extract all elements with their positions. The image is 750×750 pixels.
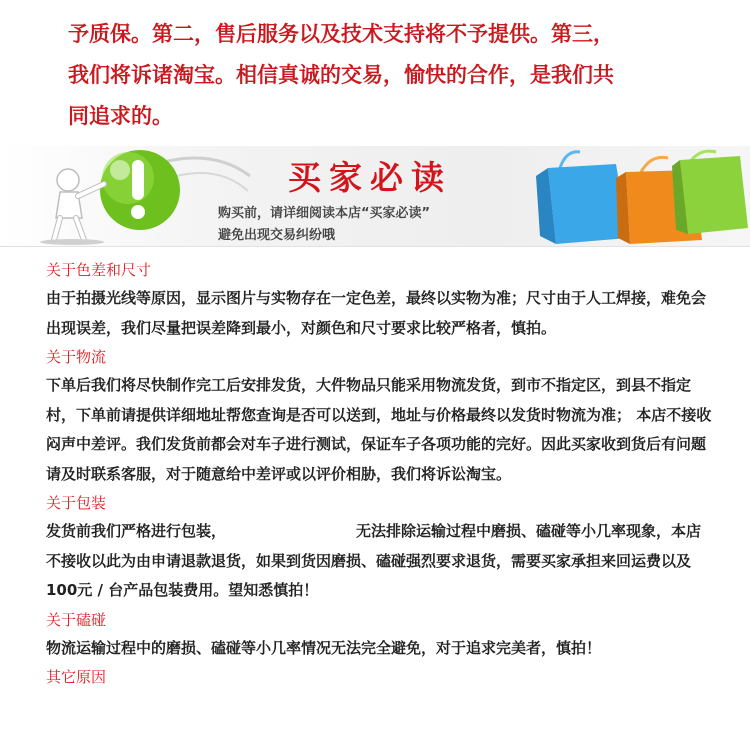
packaging-text-b: 无法排除运输过程中磨损、磕碰等小几率现象，本店不接收以此为由申请退款退货，如果到货因磨损、磕碰强烈要求退货，需要买家承担来回运费以及100元 / 台产品包装费用。望知悉慎拍！ (46, 522, 702, 599)
section-title-other: 其它原因 (46, 668, 107, 686)
packaging-text-a: 发货前我们严格进行包装， (46, 522, 227, 540)
intro-text (68, 14, 708, 137)
banner-subtitle-1: 购买前，请详细阅读本店“买家必读” (218, 206, 431, 221)
section-title-logistics: 关于物流 (46, 348, 107, 366)
intro-line-3: 同追求的。 (68, 104, 173, 128)
section-body-color-size: 由于拍摄光线等原因，显示图片与实物存在一定色差，最终以实物为准；尺寸由于人工焊接，难免会出现误差，我们尽量把误差降到最小，对颜色和尺寸要求比较严格者，慎拍。 (46, 289, 707, 337)
section-body-bumps: 物流运输过程中的磨损、磕碰等小几率情况无法完全避免，对于追求完美者，慎拍！ (46, 638, 602, 657)
banner-title: 买家必读 (288, 158, 452, 197)
banner-subtitle-2: 避免出现交易纠纷哦 (218, 228, 336, 243)
section-title-color-size: 关于色差和尺寸 (46, 261, 152, 279)
intro-line-2: 我们将诉诸淘宝。相信真诚的交易，愉快的合作，是我们共 (68, 63, 614, 87)
buyer-must-read-banner (0, 146, 750, 247)
section-title-packaging: 关于包装 (46, 494, 107, 512)
section-body-logistics: 下单后我们将尽快制作完工后安排发货，大件物品只能采用物流发货，到市不指定区，到县不指定村，下单前请提供详细地址帮您查询是否可以送到，地址与价格最终以发货时物流为准； 本店不接收闷声中差评。我们发货前都会对车子进行测试，保证车子各项功能的完好。因此买家收到货后有问题请及时联系客服，对于随意给中差评或以评价相胁，我们将诉讼淘宝。 (46, 376, 712, 483)
intro-line-1: 予质保。第二，售后服务以及技术支持将不予提供。第三， (68, 22, 614, 46)
figure-icon (40, 169, 104, 245)
notice-content (46, 256, 716, 691)
section-title-bumps: 关于磕碰 (46, 610, 107, 629)
shopping-bags-icon (536, 151, 748, 244)
section-body-packaging (46, 517, 716, 606)
green-ball-icon (100, 150, 180, 230)
